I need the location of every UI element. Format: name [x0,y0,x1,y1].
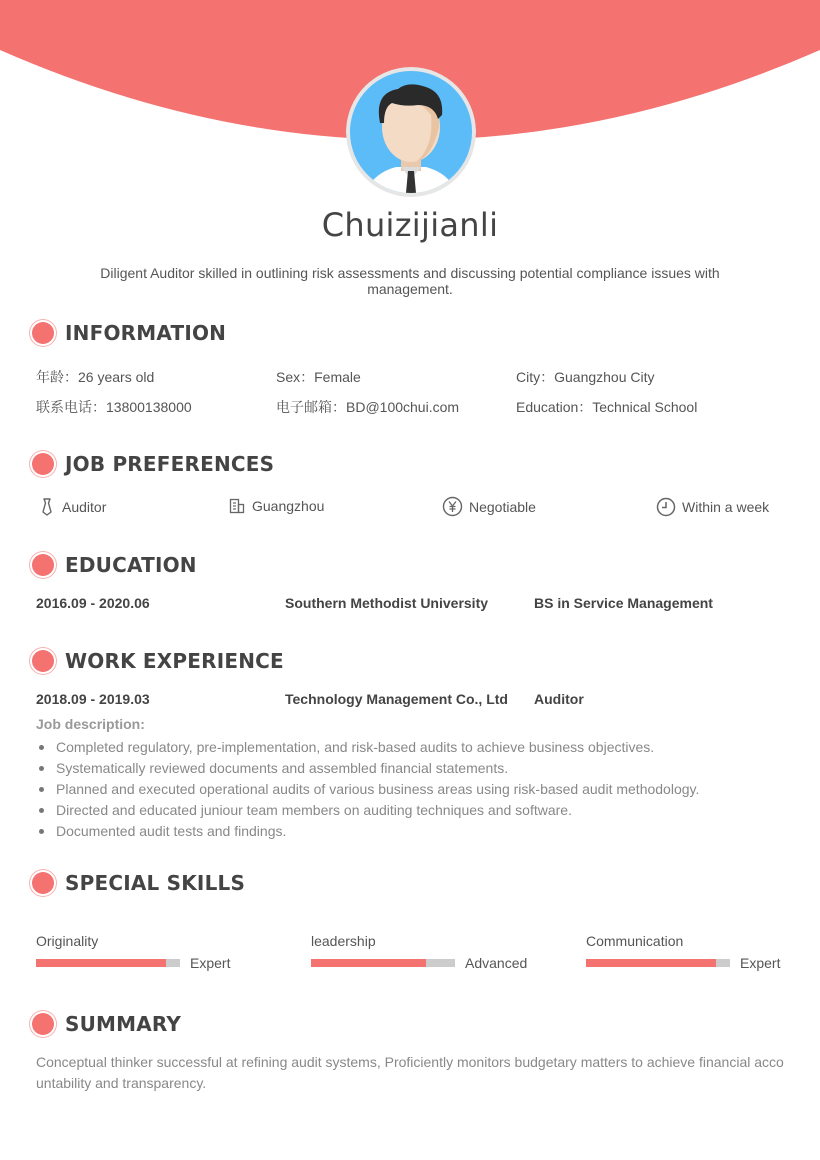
section-title: INFORMATION [65,321,227,345]
section-bullet-icon [32,554,54,576]
pref-availability-label: Within a week [682,499,770,515]
skill-level: Expert [190,955,231,971]
skill-bar-fill [311,959,426,967]
pref-location [228,497,324,515]
yen-icon [442,496,463,517]
section-bullet-icon [32,650,54,672]
pref-availability [656,497,769,517]
section-information [32,319,226,347]
skill-bar [586,959,730,967]
list-item: Planned and executed operational audits of various business areas using risk-based audit methodology. [36,779,796,800]
section-bullet-icon [32,322,54,344]
info-email: 电子邮箱：BD@100chui.com [276,399,460,415]
job-description-label: Job description: [36,716,145,732]
skill-level: Advanced [465,955,528,971]
pref-salary [442,496,536,517]
section-title: JOB PREFERENCES [65,452,275,476]
info-phone: 联系电话：13800138000 [36,399,192,415]
work-period: 2018.09 - 2019.03 [36,691,150,707]
pref-position-label: Auditor [62,499,107,515]
section-job-preferences [32,450,274,478]
skill-bar [311,959,455,967]
list-item: Systematically reviewed documents and assembled financial statements. [36,758,796,779]
section-title: SPECIAL SKILLS [65,871,246,895]
profile-intro: Diligent Auditor skilled in outlining risk assessments and discussing potential compliance issues with management. [100,265,720,297]
info-education: Education：Technical School [516,399,698,415]
info-age: 年龄：26 years old [36,369,155,385]
summary-text: Conceptual thinker successful at refining audit systems, Proficiently monitors budgetary matters to achieve financial accountability and transparency. [36,1054,784,1091]
clock-icon [656,497,676,517]
section-work-experience [32,647,284,675]
education-school: Southern Methodist University [285,595,489,611]
pref-position [38,497,106,517]
work-role: Auditor [534,691,584,707]
skill-name: Originality [36,933,99,949]
section-title: WORK EXPERIENCE [65,649,284,673]
section-special-skills [32,869,245,897]
list-item: Completed regulatory, pre-implementation, and risk-based audits to achieve business objectives. [36,737,796,758]
skill-name: Communication [586,933,684,949]
education-degree: BS in Service Management [534,595,713,611]
section-summary [32,1010,181,1038]
skill-bar-fill [586,959,716,967]
section-bullet-icon [32,872,54,894]
section-title: EDUCATION [65,553,197,577]
info-city: City：Guangzhou City [516,369,655,385]
list-item: Directed and educated juniour team members on auditing techniques and software. [36,800,796,821]
job-description-list [36,737,796,842]
profile-name: Chuizijianli [321,206,499,244]
info-sex: Sex：Female [276,369,361,385]
skill-level: Expert [740,955,781,971]
skill-bar [36,959,180,967]
education-period: 2016.09 - 2020.06 [36,595,150,611]
section-bullet-icon [32,453,54,475]
section-title: SUMMARY [65,1012,182,1036]
building-icon [228,497,246,515]
section-education [32,551,197,579]
list-item: Documented audit tests and findings. [36,821,796,842]
section-bullet-icon [32,1013,54,1035]
pref-salary-label: Negotiable [469,498,536,515]
tie-icon [38,497,56,517]
skill-name: leadership [311,933,376,949]
avatar [346,67,476,197]
pref-location-label: Guangzhou [252,498,325,514]
work-company: Technology Management Co., Ltd [285,691,508,707]
skill-bar-fill [36,959,166,967]
